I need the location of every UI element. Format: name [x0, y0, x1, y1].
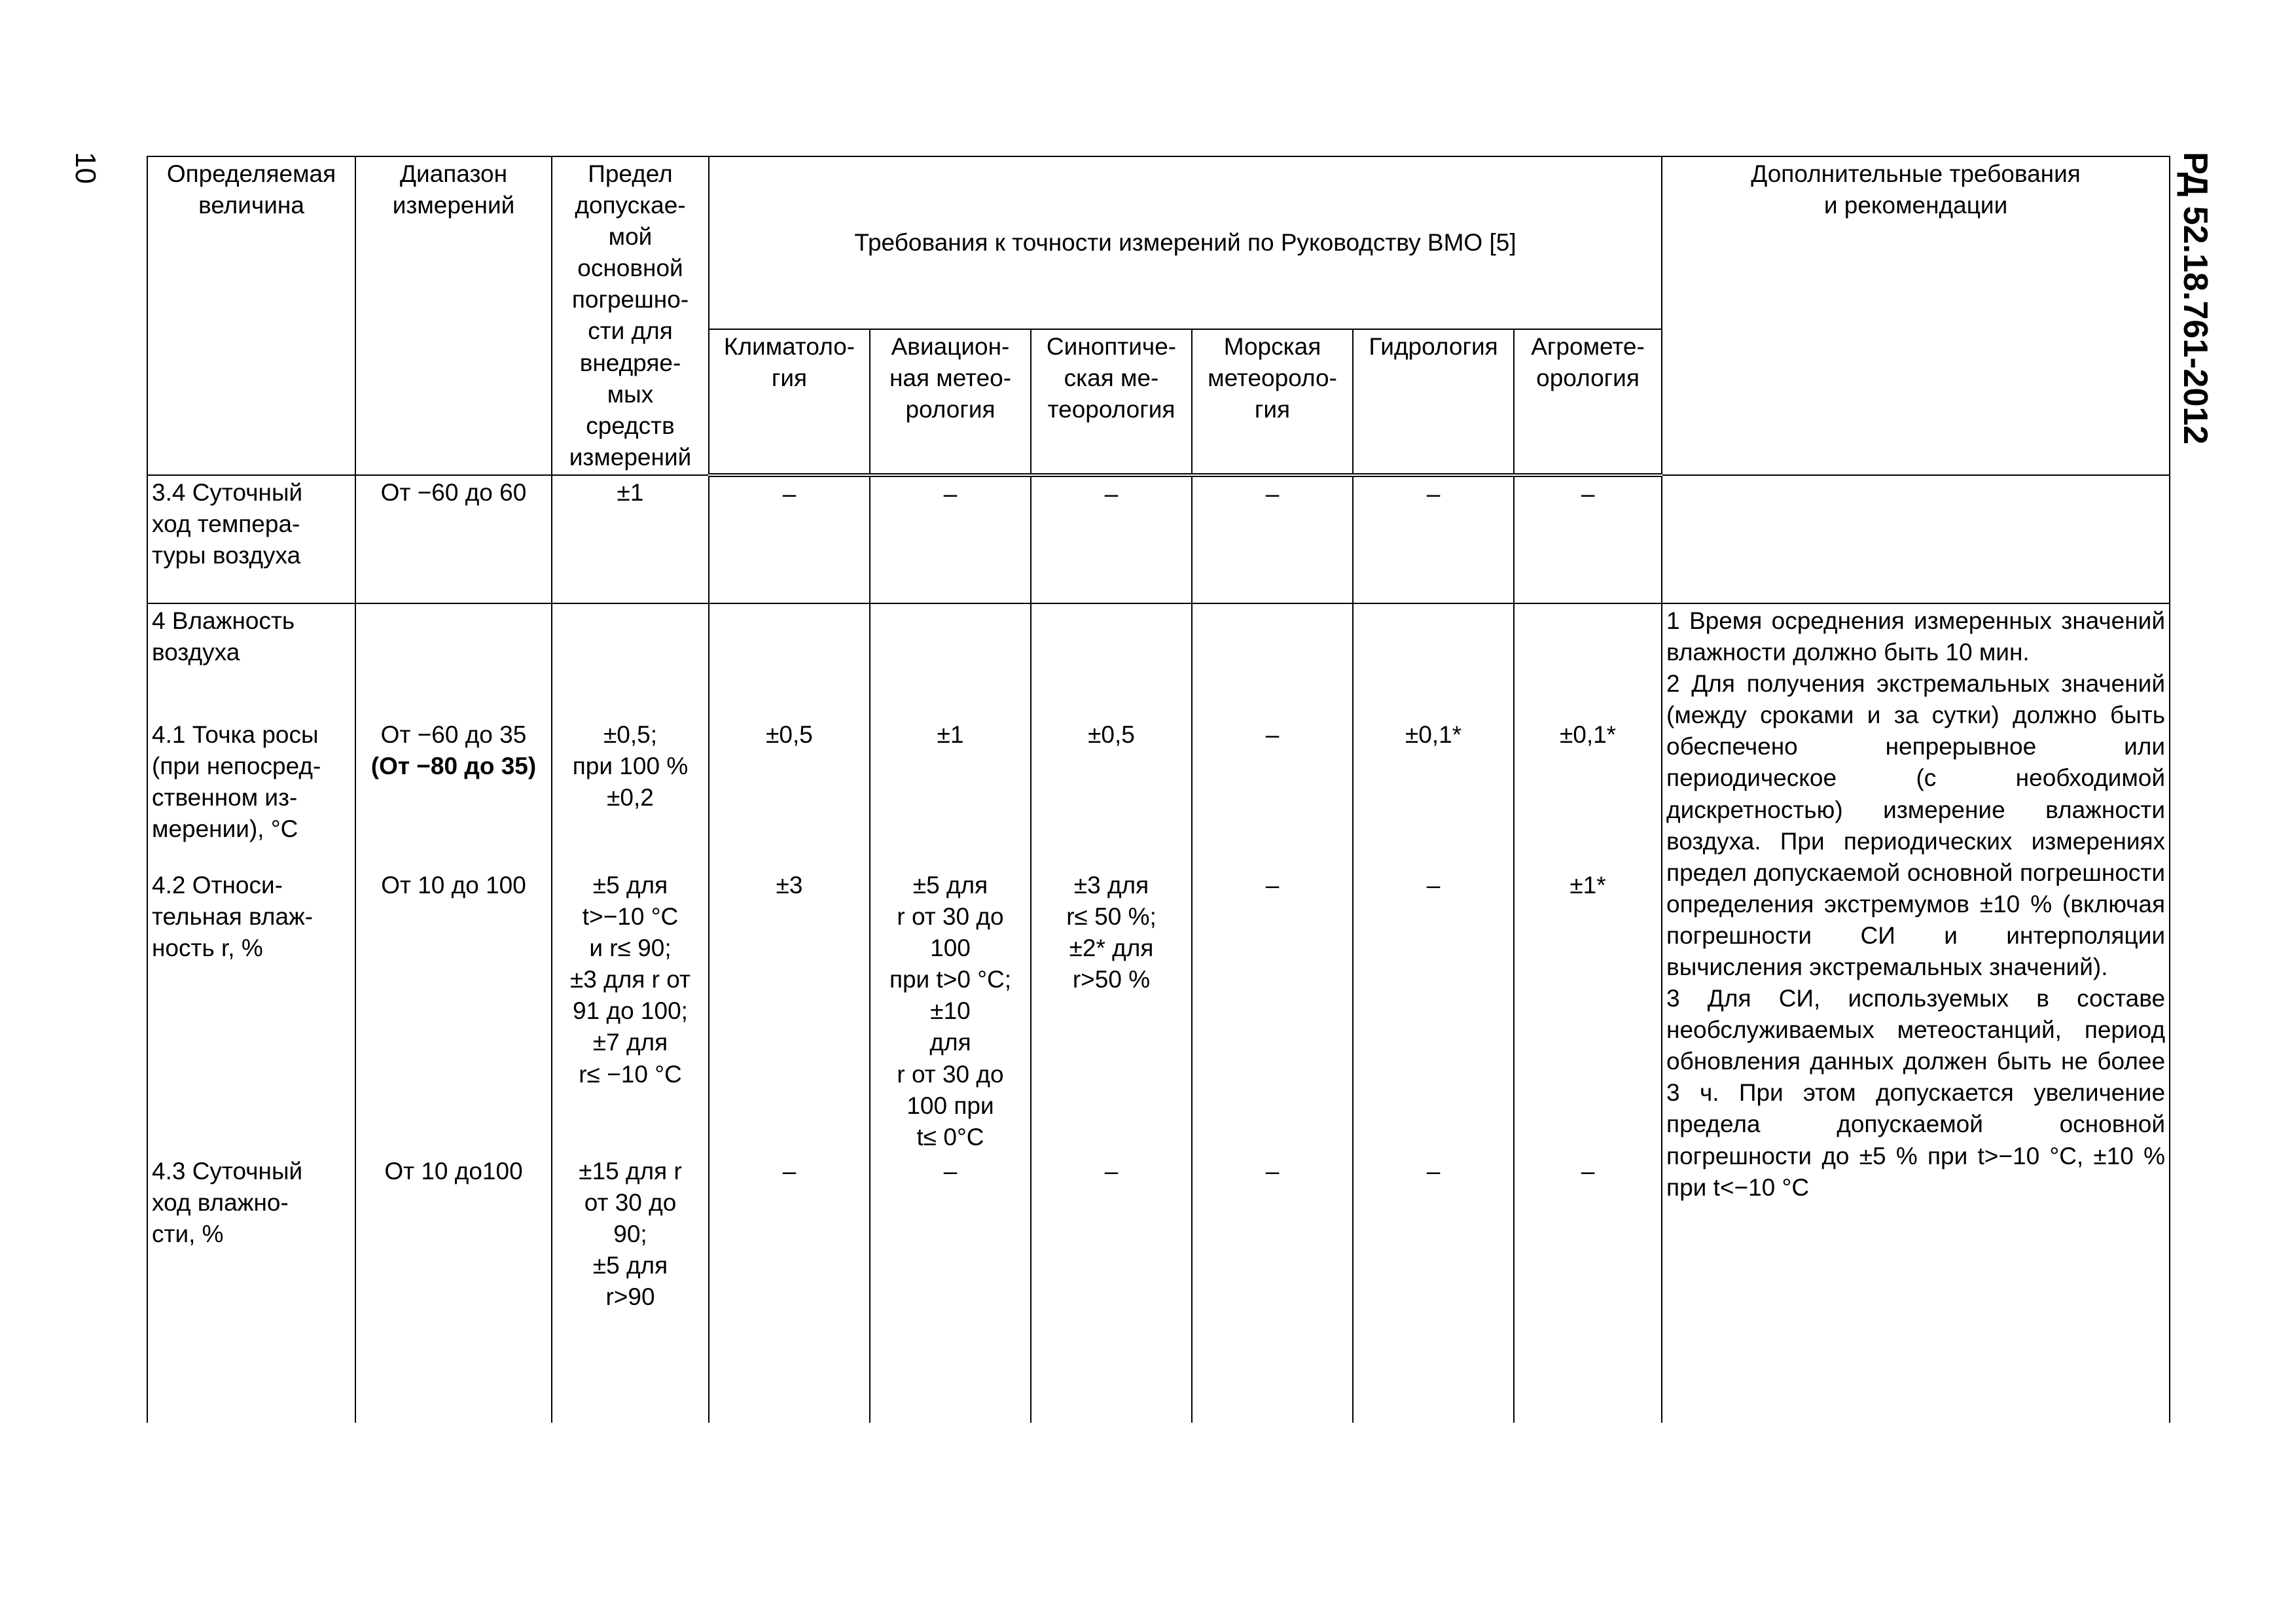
- synoptic-line: r≤ 50 %;: [1066, 903, 1157, 931]
- page-number: 10: [69, 152, 101, 184]
- header-row-1: [147, 156, 2170, 329]
- aviation-line: r от 30 до: [897, 1060, 1004, 1088]
- range-cell: [355, 603, 552, 718]
- marine-cell: –: [1192, 868, 1353, 1154]
- quantity-line: 3.4 Суточный: [152, 478, 303, 506]
- limit-line: при 100 %: [572, 753, 689, 780]
- range-cell: [355, 718, 552, 868]
- aviation-line: t≤ 0°С: [916, 1123, 984, 1150]
- quantity-line: (при непосред-: [152, 753, 321, 780]
- limit-line: ±0,5;: [603, 721, 658, 748]
- note-3: 3 Для СИ, используемых в составе необслуживаемых метеостанций, период обновления данных должен быть не более 3 ч. При этом допускается увеличение предела допускаемой основной погрешности до ±5 % при t>−10 °С, ±10 % при t<−10 °С: [1666, 985, 2166, 1201]
- agro-cell: –: [1514, 1154, 1662, 1423]
- aviation-cell: ±1: [870, 718, 1031, 868]
- limit-line: ±5 для: [592, 871, 668, 899]
- limit-line: 90;: [613, 1220, 647, 1247]
- quantity-line: 4.2 Относи-: [152, 871, 283, 899]
- agro-cell: [1514, 603, 1662, 718]
- quantity-line: ственном из-: [152, 784, 298, 812]
- header-aviation: [870, 329, 1031, 475]
- note-2: 2 Для получения экстремальных значений (между сроками и за сутки) должно быть обеспечено непрерывное или периодическое (с необходимой дискретностью) измерение влажности воздуха. При периодических измерениях предел допускаемой основной погрешности определения экстремумов ±10 % (включая погрешности СИ и интерполяции вычисления экстремальных значений).: [1666, 670, 2166, 980]
- agro-cell: –: [1514, 475, 1662, 603]
- range-cell: От 10 до 100: [355, 868, 552, 1154]
- header-climatology: [709, 329, 870, 475]
- climatology-cell: [709, 603, 870, 718]
- synoptic-cell: –: [1031, 475, 1192, 603]
- synoptic-line: ±3 для: [1073, 871, 1149, 899]
- aviation-cell: [870, 603, 1031, 718]
- header-aviation-line: Авиацион-: [891, 332, 1010, 360]
- aviation-cell: [870, 868, 1031, 1154]
- extra-cell: [1662, 475, 2170, 603]
- limit-cell: [552, 603, 709, 718]
- header-limit: [552, 156, 709, 475]
- header-range: Диапазон измерений: [355, 156, 552, 475]
- header-limit-line: мых: [607, 380, 654, 408]
- marine-cell: –: [1192, 718, 1353, 868]
- quantity-line: ход влажно-: [152, 1188, 289, 1216]
- agro-cell: ±0,1*: [1514, 718, 1662, 868]
- limit-line: 91 до 100;: [573, 997, 688, 1025]
- limit-line: и r≤ 90;: [589, 935, 672, 962]
- table-row: [147, 475, 2170, 603]
- aviation-line: для: [929, 1029, 971, 1056]
- aviation-line: при t>0 °С;: [889, 966, 1012, 993]
- header-limit-line: измерений: [569, 443, 692, 471]
- agro-cell: ±1*: [1514, 868, 1662, 1154]
- header-hydrology-line: Гидрология: [1369, 332, 1498, 360]
- header-wmo-group: Требования к точности измерений по Руководству ВМО [5]: [709, 156, 1662, 329]
- notes-cell: [1662, 603, 2170, 1423]
- requirements-table: [147, 156, 2170, 1423]
- quantity-line: ность r, %: [152, 935, 263, 962]
- header-limit-line: внедряе-: [579, 349, 681, 376]
- limit-line: r>90: [605, 1283, 655, 1311]
- header-marine: [1192, 329, 1353, 475]
- hydrology-cell: –: [1353, 475, 1514, 603]
- quantity-line: мерении), °С: [152, 815, 298, 843]
- quantity-line: 4.3 Суточный: [152, 1157, 303, 1185]
- quantity-line: ход темпера-: [152, 510, 300, 538]
- hydrology-cell: [1353, 603, 1514, 718]
- synoptic-cell: ±0,5: [1031, 718, 1192, 868]
- marine-cell: [1192, 603, 1353, 718]
- limit-line: ±7 для: [592, 1029, 668, 1056]
- limit-cell: [552, 1154, 709, 1423]
- aviation-cell: –: [870, 1154, 1031, 1423]
- header-aviation-line: рология: [905, 395, 996, 423]
- range-cell: От 10 до100: [355, 1154, 552, 1423]
- header-limit-line: допускае-: [575, 192, 686, 219]
- header-quantity: Определяемая величина: [147, 156, 355, 475]
- document-code: РД 52.18.761-2012: [2176, 152, 2214, 445]
- note-1: 1 Время осреднения измеренных значений влажности должно быть 10 мин.: [1666, 607, 2166, 666]
- range-cell: От −60 до 60: [355, 475, 552, 603]
- quantity-line: 4 Влажность: [152, 607, 295, 634]
- limit-cell: [552, 718, 709, 868]
- range-line: От −60 до 35: [380, 721, 527, 748]
- header-limit-line: погрешно-: [571, 286, 689, 313]
- header-agro-line: орология: [1536, 364, 1640, 391]
- climatology-cell: ±0,5: [709, 718, 870, 868]
- header-synoptic-line: ская ме-: [1064, 364, 1159, 391]
- header-hydrology: [1353, 329, 1514, 475]
- marine-cell: –: [1192, 1154, 1353, 1423]
- header-limit-line: сти для: [588, 317, 673, 345]
- header-limit-line: средств: [586, 412, 675, 439]
- quantity-line: сти, %: [152, 1220, 224, 1247]
- hydrology-cell: –: [1353, 1154, 1514, 1423]
- aviation-line: ±10: [930, 997, 971, 1025]
- climatology-cell: –: [709, 475, 870, 603]
- header-extra-line: Дополнительные требования: [1751, 160, 2081, 187]
- quantity-line: туры воздуха: [152, 542, 301, 569]
- synoptic-cell: –: [1031, 1154, 1192, 1423]
- quantity-cell: [147, 1154, 355, 1423]
- header-synoptic-line: Синоптиче-: [1046, 332, 1177, 360]
- quantity-cell: [147, 475, 355, 603]
- quantity-cell: [147, 868, 355, 1154]
- limit-cell: [552, 868, 709, 1154]
- climatology-cell: ±3: [709, 868, 870, 1154]
- header-climatology-line: гия: [771, 364, 808, 391]
- table-row: [147, 603, 2170, 718]
- synoptic-cell: [1031, 868, 1192, 1154]
- aviation-line: 100: [930, 935, 971, 962]
- limit-line: от 30 до: [584, 1188, 677, 1216]
- synoptic-line: r>50 %: [1072, 966, 1151, 993]
- header-climatology-line: Климатоло-: [723, 332, 855, 360]
- limit-line: ±3 для r от: [570, 966, 691, 993]
- header-aviation-line: ная метео-: [889, 364, 1012, 391]
- header-extra: [1662, 156, 2170, 475]
- synoptic-cell: [1031, 603, 1192, 718]
- header-marine-line: Морская: [1223, 332, 1321, 360]
- limit-line: ±15 для r: [579, 1157, 682, 1185]
- aviation-cell: –: [870, 475, 1031, 603]
- quantity-line: 4.1 Точка росы: [152, 721, 319, 748]
- header-agro-line: Агромете-: [1531, 332, 1645, 360]
- hydrology-cell: –: [1353, 868, 1514, 1154]
- limit-line: ±5 для: [592, 1252, 668, 1279]
- limit-line: ±0,2: [607, 784, 654, 812]
- climatology-cell: –: [709, 1154, 870, 1423]
- synoptic-line: ±2* для: [1069, 935, 1154, 962]
- quantity-line: тельная влаж-: [152, 903, 314, 931]
- quantity-line: воздуха: [152, 639, 240, 666]
- header-limit-line: мой: [608, 223, 653, 251]
- aviation-line: 100 при: [906, 1092, 994, 1119]
- limit-line: r≤ −10 °С: [579, 1060, 682, 1088]
- header-limit-line: Предел: [588, 160, 673, 187]
- quantity-cell: [147, 603, 355, 718]
- marine-cell: –: [1192, 475, 1353, 603]
- quantity-cell: [147, 718, 355, 868]
- header-extra-line: и рекомендации: [1823, 192, 2008, 219]
- hydrology-cell: ±0,1*: [1353, 718, 1514, 868]
- aviation-line: r от 30 до: [897, 903, 1004, 931]
- range-line-bold: (От −80 до 35): [370, 753, 537, 780]
- header-marine-line: гия: [1254, 395, 1291, 423]
- header-limit-line: основной: [577, 255, 683, 282]
- limit-line: t>−10 °С: [582, 903, 679, 931]
- limit-cell: ±1: [552, 475, 709, 603]
- header-marine-line: метеороло-: [1208, 364, 1337, 391]
- header-synoptic: [1031, 329, 1192, 475]
- header-synoptic-line: теорология: [1047, 395, 1175, 423]
- aviation-line: ±5 для: [912, 871, 988, 899]
- header-agrometeorology: [1514, 329, 1662, 475]
